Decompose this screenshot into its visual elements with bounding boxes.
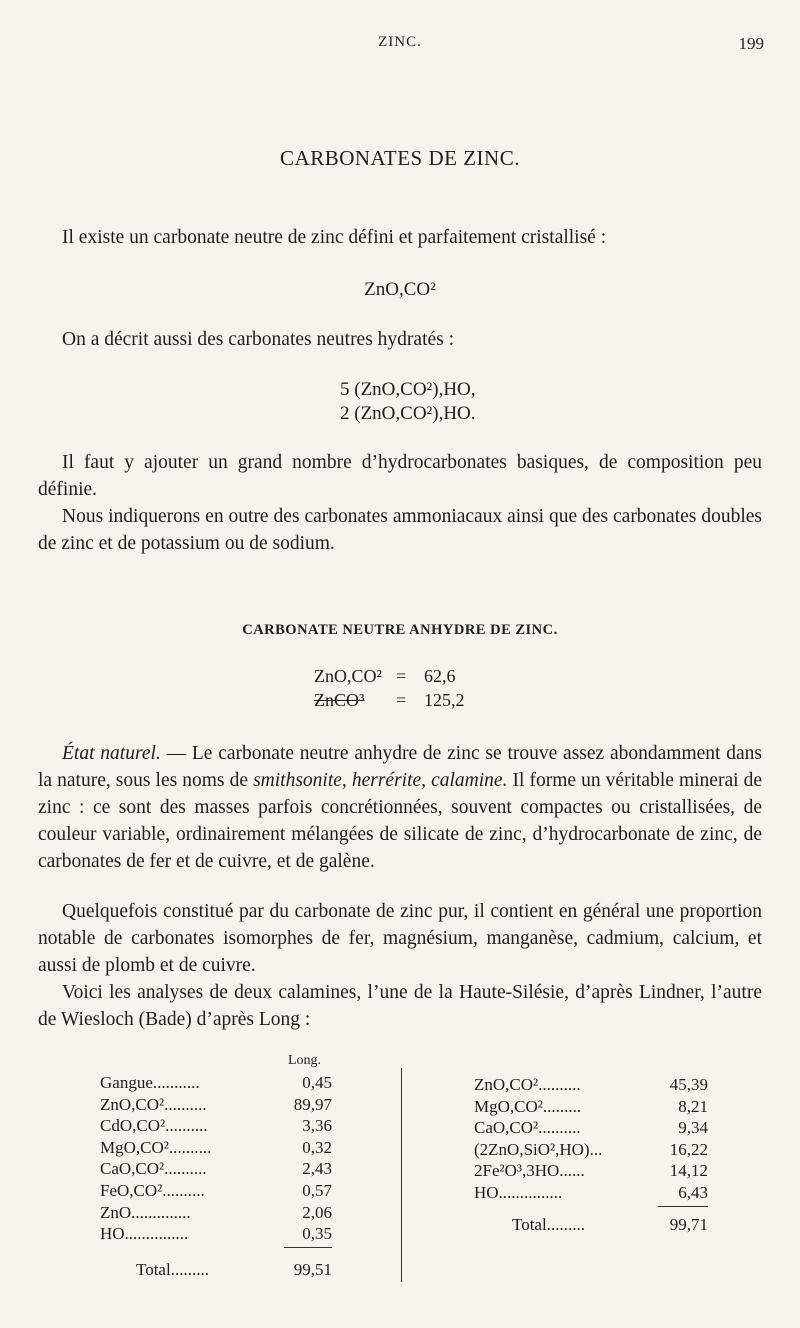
- paragraph-text: Il forme un véritable minerai de zinc : ce sont des masses parfois concrétionnées, souvent compactes ou cristallisées, de couleur variable, ordinairement mélangées de silicate de zinc, d’hydrocarbonate de zinc, de carbonates de fer et de cuivre, et de galène.: [38, 770, 762, 872]
- total-rule: [284, 1247, 332, 1248]
- row-value: 9,34: [678, 1118, 708, 1138]
- row-label: CaO,CO²..........: [474, 1118, 581, 1138]
- equivalent-value: 125,2: [424, 690, 465, 710]
- paragraph-text: Quelquefois constitué par du carbonate de zinc pur, il contient en général une proportion notable de carbonates isomorphes de fer, magnésium, manganèse, cadmium, calcium, et aussi de plomb et de cuivre.: [38, 901, 762, 976]
- equals-sign: =: [396, 690, 407, 710]
- row-value: 16,22: [669, 1139, 708, 1159]
- row-value: 2,43: [302, 1159, 332, 1179]
- row-value: 3,36: [302, 1116, 332, 1136]
- total-value: 99,51: [293, 1260, 332, 1279]
- paragraph-hydrocarbonates: [38, 449, 762, 503]
- row-label: ZnO..............: [100, 1202, 191, 1222]
- paragraph-text: Il faut y ajouter un grand nombre d’hydrocarbonates basiques, de composition peu définie.: [38, 452, 762, 500]
- column-header: Long.: [288, 1053, 322, 1068]
- row-value: 8,21: [678, 1096, 708, 1116]
- row-label: HO...............: [100, 1224, 189, 1244]
- paragraph-text: On a décrit aussi des carbonates neutres hydratés :: [62, 329, 455, 350]
- equivalent-value: 62,6: [424, 666, 456, 686]
- row-value: 6,43: [678, 1183, 708, 1202]
- mineral-names: smithsonite, herrérite, calamine.: [253, 770, 508, 791]
- formula-hydrated-2: 2 (ZnO,CO²),HO.: [340, 403, 476, 424]
- paragraph-intro: [38, 224, 762, 251]
- paragraph-text: Voici les analyses de deux calamines, l’une de la Haute-Silésie, d’après Lindner, l’autre de Wiesloch (Bade) d’après Long :: [38, 982, 762, 1030]
- equivalent-formula: ZnCO³: [314, 690, 365, 710]
- paragraph-ammoniacal: [38, 503, 762, 557]
- equivalent-row: [314, 688, 514, 712]
- row-value: 0,35: [302, 1224, 332, 1244]
- subheading: CARBONATE NEUTRE ANHYDRE DE ZINC.: [242, 622, 558, 638]
- formula-anhydrous: ZnO,CO²: [364, 279, 436, 300]
- row-value: 0,32: [302, 1137, 332, 1157]
- running-header: ZINC.: [378, 34, 422, 50]
- equals-sign: =: [396, 666, 407, 686]
- paragraph-composition: [38, 898, 762, 979]
- row-label: MgO,CO²..........: [100, 1137, 212, 1157]
- paragraph-text: — Le carbonate neutre anhydre de zinc se trouve assez abondamment dans la nature, sous les noms de: [38, 743, 762, 791]
- row-value: 89,97: [293, 1094, 332, 1114]
- paragraph-analyses: [38, 979, 762, 1033]
- paragraph-hydrated: [38, 326, 762, 353]
- total-rule: [658, 1206, 708, 1207]
- formula-hydrated-1: 5 (ZnO,CO²),HO,: [340, 379, 476, 400]
- row-label: ZnO,CO²..........: [100, 1094, 207, 1114]
- paragraph-natural-state: [38, 740, 762, 875]
- row-label: ZnO,CO²..........: [474, 1075, 581, 1094]
- row-label: 2Fe²O³,3HO......: [474, 1161, 585, 1181]
- row-value: 0,45: [302, 1073, 332, 1092]
- paragraph-text: Nous indiquerons en outre des carbonates ammoniacaux ainsi que des carbonates doubles de zinc et de potassium ou de sodium.: [38, 506, 762, 554]
- row-label: CdO,CO²..........: [100, 1116, 208, 1136]
- page-number: 199: [738, 34, 764, 53]
- row-label: FeO,CO²..........: [100, 1181, 205, 1200]
- total-label: Total.........: [136, 1260, 209, 1279]
- row-value: 2,06: [302, 1202, 332, 1222]
- equivalent-row: [314, 664, 514, 688]
- row-value: 45,39: [669, 1075, 708, 1094]
- section-title: CARBONATES DE ZINC.: [280, 146, 520, 170]
- row-label: MgO,CO².........: [474, 1096, 582, 1116]
- row-value: 0,57: [302, 1181, 332, 1200]
- row-value: 14,12: [669, 1161, 708, 1181]
- equivalent-formula: ZnO,CO²: [314, 666, 382, 686]
- paragraph-text: Il existe un carbonate neutre de zinc défini et parfaitement cristallisé :: [62, 227, 607, 248]
- total-label: Total.........: [512, 1215, 585, 1234]
- total-value: 99,71: [669, 1215, 708, 1234]
- run-in-heading: État naturel.: [62, 743, 161, 764]
- row-label: Gangue...........: [100, 1073, 200, 1092]
- row-label: HO...............: [474, 1183, 563, 1202]
- row-label: (2ZnO,SiO²,HO)...: [474, 1139, 603, 1159]
- row-label: CaO,CO²..........: [100, 1159, 207, 1179]
- column-divider: [401, 1068, 402, 1282]
